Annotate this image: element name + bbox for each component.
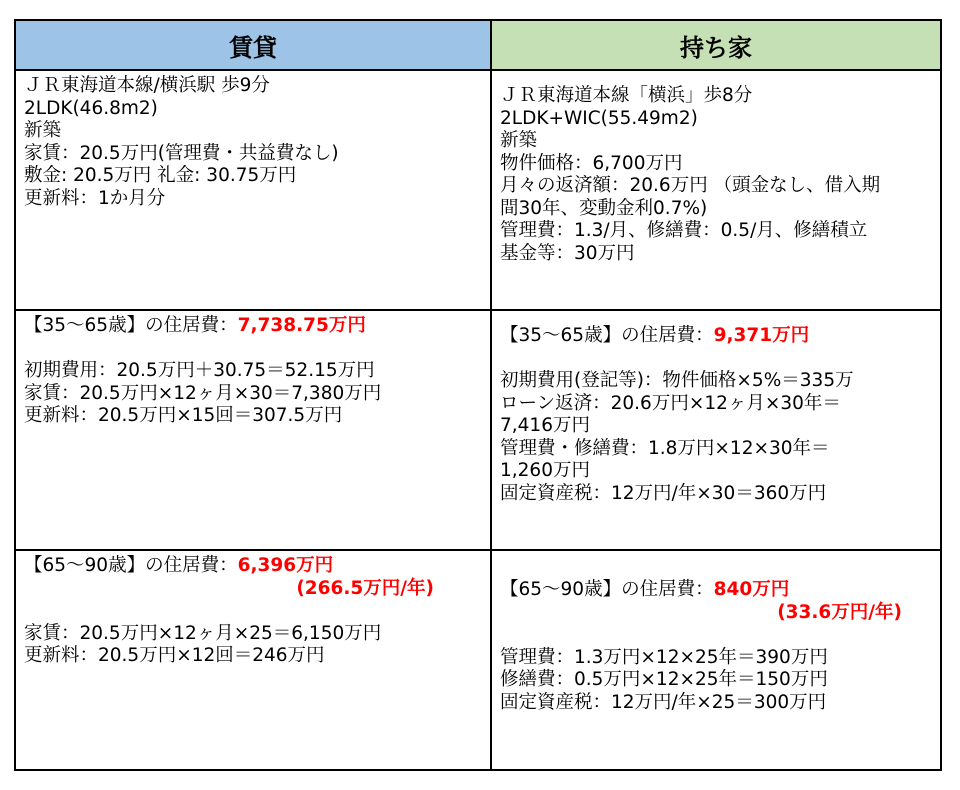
calc-line: 固定資産税：12万円/年×25＝300万円	[500, 691, 827, 713]
annual-cost: (33.6万円/年)	[777, 601, 902, 623]
annual-cost: (266.5万円/年)	[296, 577, 434, 599]
own-65-90-heading	[500, 579, 932, 602]
own-35-65-heading	[500, 325, 932, 348]
rent-65-90-cell	[16, 551, 492, 769]
own-property-line: ＪＲ東海道本線「横浜」歩8分	[500, 85, 753, 106]
calc-line: 初期費用(登記等)：物件価格×5%＝335万	[500, 370, 854, 391]
own-property-line: 月々の返済額：20.6万円 （頭金なし、借入期	[500, 175, 881, 196]
own-35-65-cell	[492, 311, 940, 551]
calc-line: 家賃：20.5万円×12ヶ月×25＝6,150万円	[24, 622, 382, 644]
rent-35-65-heading	[24, 315, 482, 338]
own-property-line: 新築	[500, 130, 538, 151]
rent-property-cell	[16, 71, 492, 311]
total-cost: 840万円	[713, 579, 790, 600]
calc-line: 7,416万円	[500, 415, 590, 436]
total-cost: 6,396万円	[237, 555, 334, 576]
own-property-line: 物件価格：6,700万円	[500, 152, 683, 174]
period-label: 【35～65歳】の住居費：	[24, 315, 238, 336]
calc-line: 1,260万円	[500, 460, 590, 481]
calc-line: 管理費：1.3万円×12×25年＝390万円	[500, 646, 828, 668]
own-property-cell	[492, 71, 940, 311]
period-label: 【65～90歳】の住居費：	[24, 555, 238, 576]
rent-property-line: 敷金: 20.5万円 礼金: 30.75万円	[24, 165, 297, 186]
own-property-line: 間30年、変動金利0.7%)	[500, 197, 708, 219]
calc-line: ローン返済：20.6万円×12ヶ月×30年＝	[500, 392, 841, 414]
own-65-90-cell	[492, 551, 940, 769]
calc-line: 家賃：20.5万円×12ヶ月×30＝7,380万円	[24, 382, 382, 404]
calc-line: 管理費・修繕費：1.8万円×12×30年＝	[500, 437, 830, 459]
rent-property-line: 新築	[24, 120, 62, 141]
total-cost: 7,738.75万円	[237, 315, 366, 336]
calc-line: 更新料：20.5万円×15回＝307.5万円	[24, 405, 343, 426]
comparison-table	[14, 19, 942, 771]
calc-line: 固定資産税：12万円/年×30＝360万円	[500, 482, 827, 504]
own-property-line: 基金等：30万円	[500, 242, 635, 264]
header-own: 持ち家	[492, 21, 940, 71]
calc-line: 修繕費：0.5万円×12×25年＝150万円	[500, 669, 828, 690]
header-rent: 賃貸	[16, 21, 492, 71]
total-cost: 9,371万円	[713, 325, 810, 346]
rent-property-line: 2LDK(46.8m2)	[24, 97, 158, 119]
calc-line: 初期費用：20.5万円＋30.75＝52.15万円	[24, 360, 375, 381]
own-property-line: 管理費：1.3/月、修繕費：0.5/月、修繕積立	[500, 220, 868, 241]
calc-line: 更新料：20.5万円×12回＝246万円	[24, 645, 325, 666]
period-label: 【35～65歳】の住居費：	[500, 325, 714, 346]
own-property-line: 2LDK+WIC(55.49m2)	[500, 107, 698, 129]
rent-65-90-heading	[24, 555, 482, 578]
rent-property-line: ＪＲ東海道本線/横浜駅 歩9分	[24, 75, 270, 96]
rent-property-line: 更新料：1か月分	[24, 187, 166, 209]
rent-35-65-cell	[16, 311, 492, 551]
period-label: 【65～90歳】の住居費：	[500, 579, 714, 600]
rent-property-line: 家賃：20.5万円(管理費・共益費なし)	[24, 142, 339, 164]
